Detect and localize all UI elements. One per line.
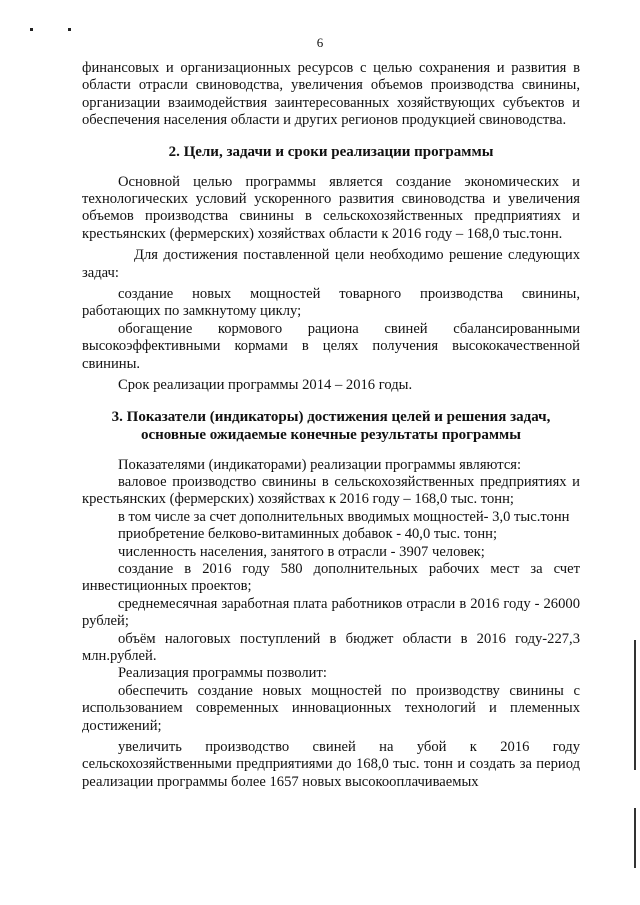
section-3-title-line-1: 3. Показатели (индикаторы) достижения целей и решения задач, [111,408,551,425]
indicator-5: создание в 2016 году 580 дополнительных рабочих мест за счет инвестиционных проектов; [82,560,580,595]
tasks-intro: Для достижения поставленной цели необходимо решение следующих задач: [82,247,580,281]
section-3-title-line-2: основные ожидаемые конечные результаты программы [140,426,521,443]
scan-mark-left-2 [68,28,71,31]
indicator-1: валовое производство свинины в сельскохозяйственных предприятиях и крестьянских (фермерских) хозяйствах к 2016 году – 168,0 тыс. тонн; [82,473,580,508]
indicator-6: среднемесячная заработная плата работников отрасли в 2016 году - 26000 рублей; [82,595,580,630]
task-item-1: создание новых мощностей товарного производства свинины, работающих по замкнутому циклу; [82,286,580,320]
task-item-2: обогащение кормового рациона свиней сбалансированными высокоэффективными кормами в целях получения высококачественной свинины. [82,320,580,372]
goal-paragraph: Основной целью программы является создание экономических и технологических условий ускоренного развития свиноводства и увеличения объемов производства свинины в сельскохозяйственных предприятиях и крестьянских (фермерских) хозяйствах области к 2016 году – 168,0 тыс.тонн. [82,173,580,242]
indicator-7: объём налоговых поступлений в бюджет области в 2016 году-227,3 млн.рублей. [82,630,580,664]
program-term: Срок реализации программы 2014 – 2016 годы. [118,377,413,394]
intro-paragraph: финансовых и организационных ресурсов с целью сохранения и развития в области отрасли свиноводства, увеличения объемов производства свинины, организации взаимодействия заинтересованных хозяйствующих субъектов и обеспечения населения области и других регионов продукцией свиноводства. [82,60,580,129]
allows-intro: Реализация программы позволит: [118,665,327,682]
indicator-2: в том числе за счет дополнительных вводимых мощностей- 3,0 тыс.тонн [118,508,570,525]
scan-edge-line [634,640,636,770]
document-body [82,60,580,791]
indicator-3: приобретение белково-витаминных добавок - 40,0 тыс. тонн; [118,526,498,543]
scan-mark-left [30,28,33,31]
allow-item-1: обеспечить создание новых мощностей по производству свинины с использованием современных инновационных технологий и племенных достижений; [82,682,580,734]
allow-item-2: увеличить производство свиней на убой к 2016 году сельскохозяйственными предприятиями до 168,0 тыс. тонн и создать за период реализации программы более 1657 новых высокооплачиваемых [82,739,580,790]
indicators-intro: Показателями (индикаторами) реализации программы являются: [118,456,522,473]
section-2-title: 2. Цели, задачи и сроки реализации программы [168,143,494,160]
page-number: 6 [316,35,324,50]
indicator-4: численность населения, занятого в отрасли - 3907 человек; [118,543,485,560]
scan-edge-line-2 [634,808,636,868]
